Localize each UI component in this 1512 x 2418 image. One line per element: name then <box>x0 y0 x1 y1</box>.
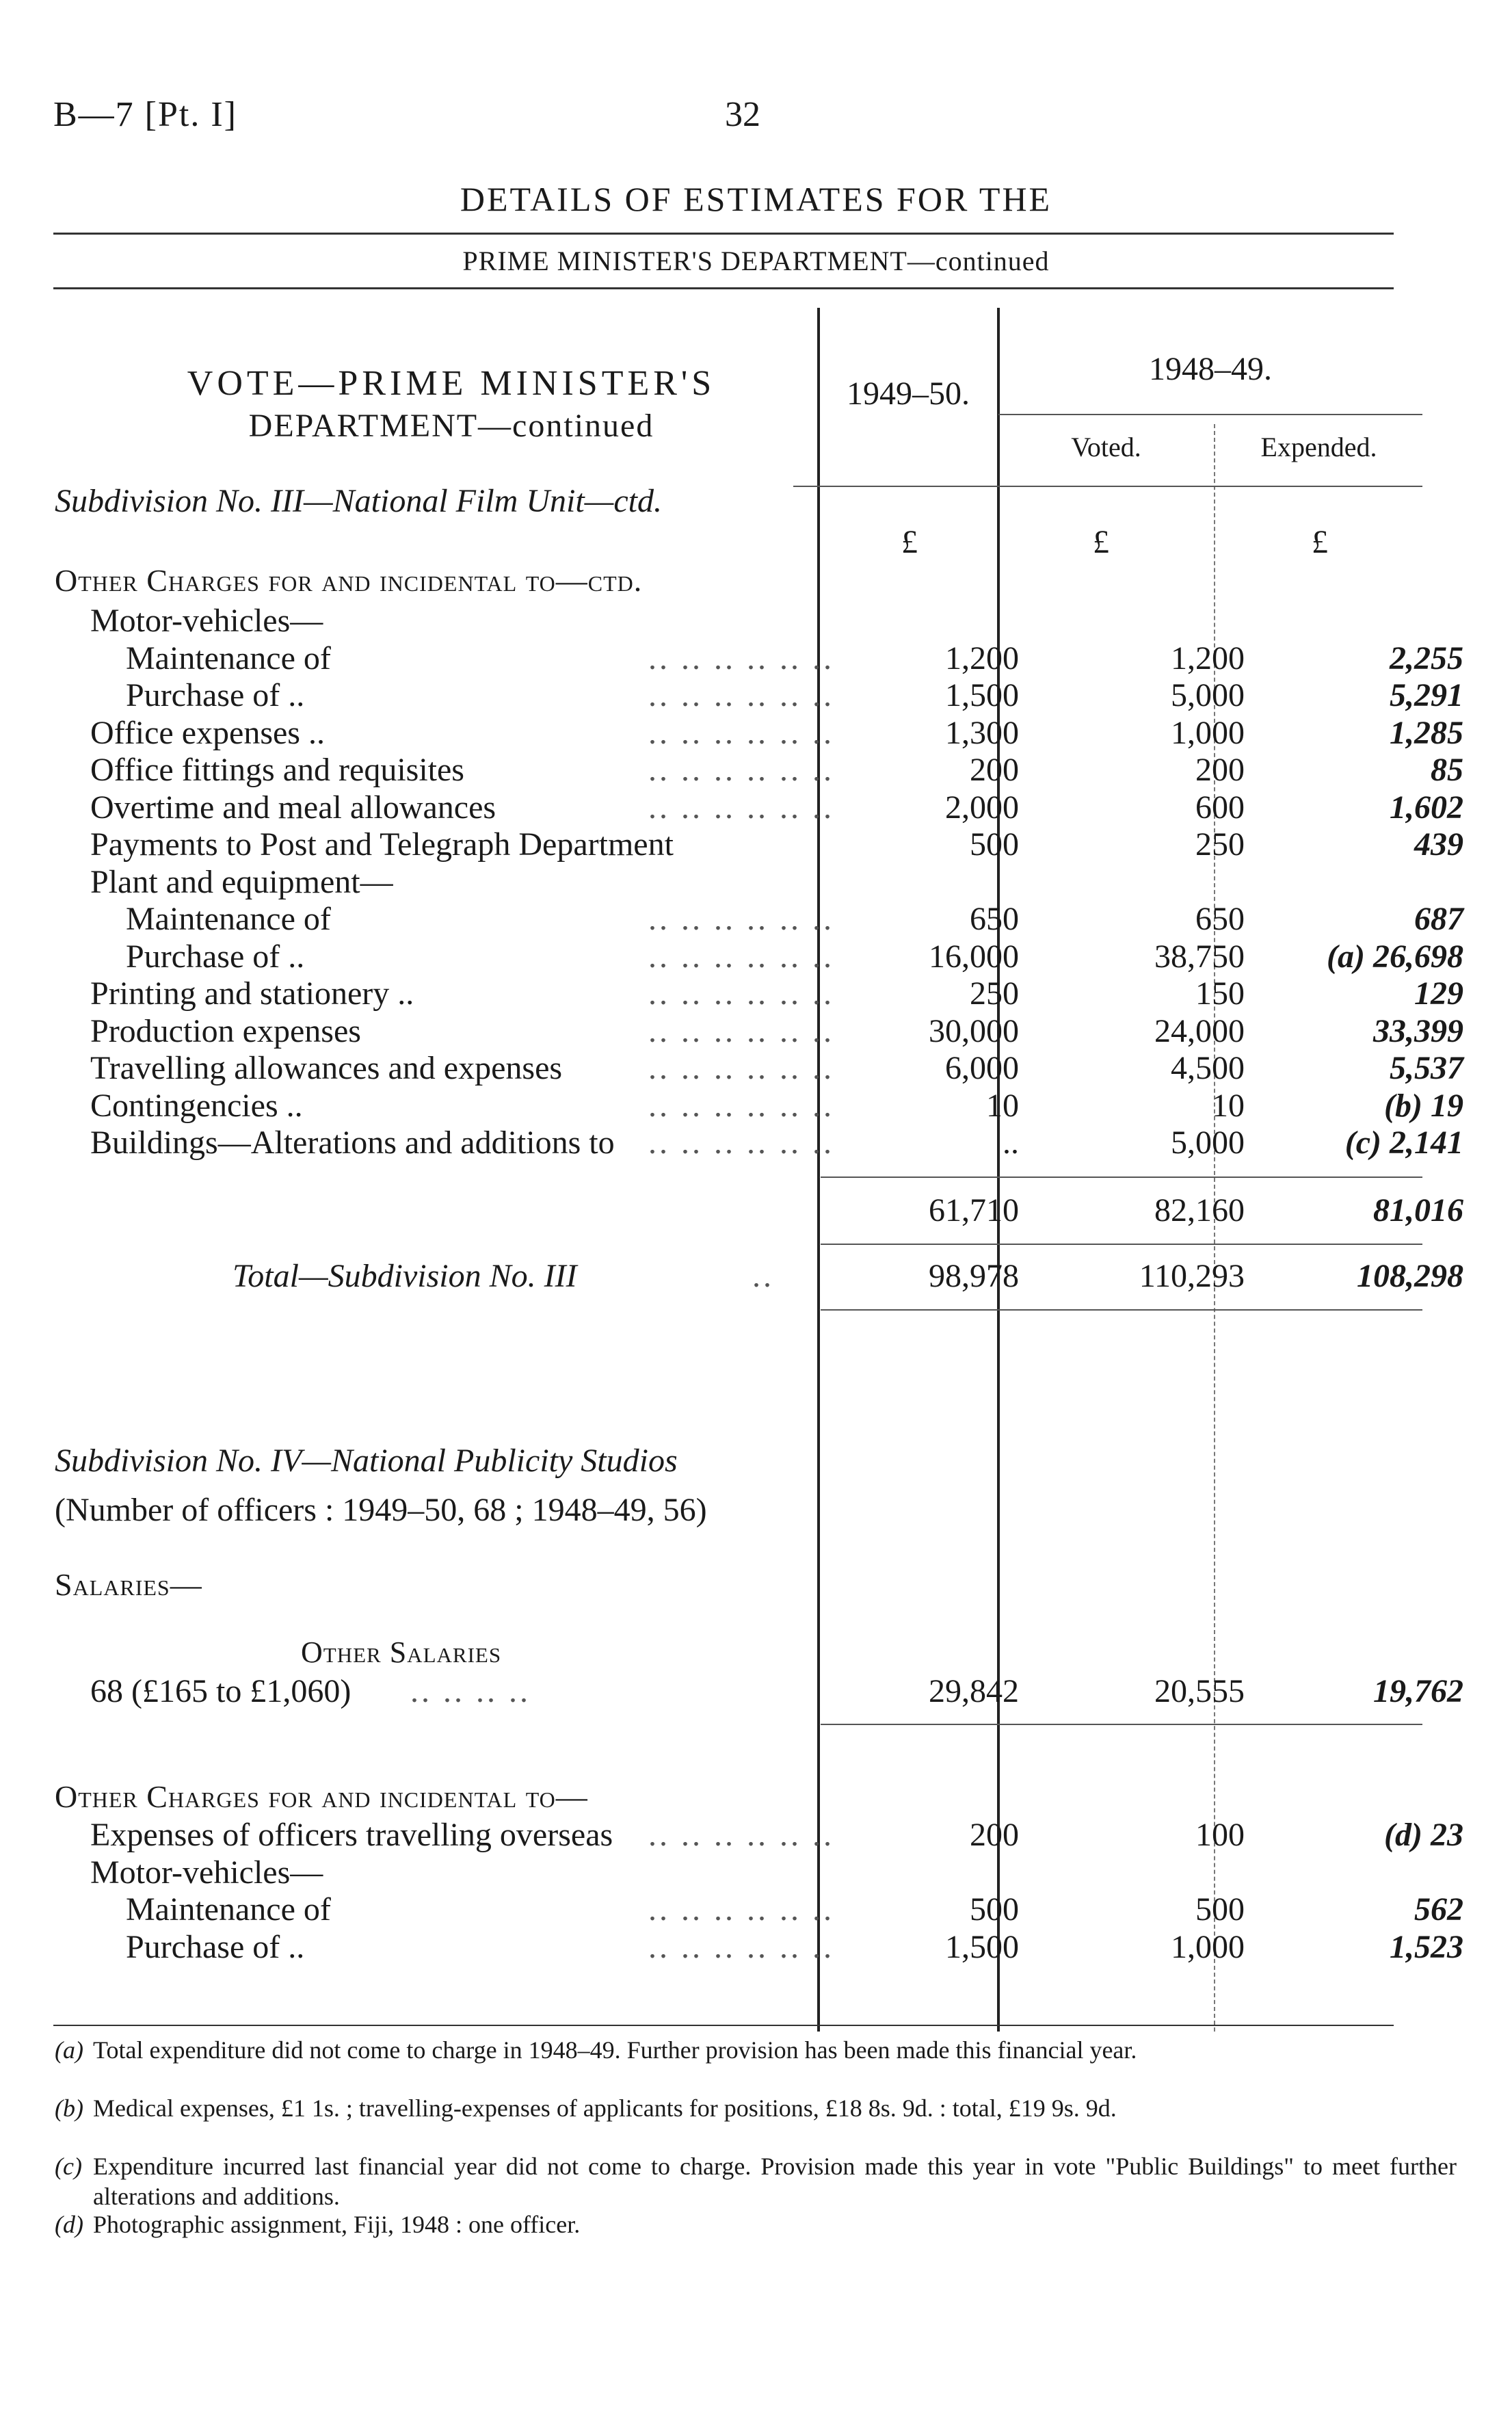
column-1948-49: 1948–49. <box>1149 351 1272 387</box>
title-rule <box>53 233 1394 235</box>
table-row <box>55 1891 1511 1928</box>
value-1949-50: 16,000 <box>929 938 1019 975</box>
value-voted: 500 <box>1195 1891 1245 1928</box>
row-label: Maintenance of <box>126 901 331 937</box>
value-1949-50: 1,300 <box>945 714 1019 751</box>
subdivision-4-heading: Subdivision No. IV—National Publicity Studios <box>55 1443 678 1479</box>
footnote-text: Medical expenses, £1 1s. ; travelling-expenses of applicants for positions, £18 8s. 9d. : total, £19 9s. 9d. <box>93 2094 1117 2122</box>
row-label: Maintenance of <box>126 640 331 676</box>
footnote-mark: (c) <box>55 2153 82 2180</box>
value-voted: 650 <box>1195 901 1245 937</box>
value-expended: 1,602 <box>1390 789 1463 826</box>
table-row <box>55 938 1511 975</box>
row-label: Office expenses .. <box>90 714 325 751</box>
row-label: Office fittings and requisites <box>90 752 464 788</box>
leader-dots: .. .. .. .. .. .. <box>648 901 834 937</box>
value-expended: 562 <box>1414 1891 1463 1928</box>
vote-heading <box>109 363 793 447</box>
year-header-rule <box>998 414 1422 415</box>
subtotal-voted: 82,160 <box>1154 1192 1245 1228</box>
row-label: Purchase of .. <box>126 1928 305 1965</box>
officers-count: (Number of officers : 1949–50, 68 ; 1948–49, 56) <box>55 1492 707 1528</box>
value-expended: 5,291 <box>1390 677 1463 713</box>
row-label: Purchase of .. <box>126 938 305 975</box>
value-1949-50: 250 <box>970 975 1019 1012</box>
value-1949-50: .. <box>1003 1125 1019 1161</box>
leader-dots: .. .. .. .. .. .. <box>648 938 834 975</box>
leader-dots: .. .. .. .. .. .. <box>648 1012 834 1049</box>
other-salaries-heading: Other Salaries <box>301 1635 502 1669</box>
footnote <box>55 2093 1457 2123</box>
page-number: 32 <box>725 95 760 134</box>
value-expended: 439 <box>1414 826 1463 863</box>
value-1949-50: 10 <box>986 1087 1019 1124</box>
leader-dots: .. .. .. .. .. .. <box>648 752 834 788</box>
page-subtitle: PRIME MINISTER'S DEPARTMENT—continued <box>462 246 1050 276</box>
value-voted: 5,000 <box>1171 677 1245 713</box>
footnote <box>55 2209 1457 2239</box>
subtotal-rule <box>821 1177 1422 1178</box>
leader-dots: .. .. .. .. .. .. <box>648 1928 834 1965</box>
row-label: Buildings—Alterations and additions to <box>90 1125 615 1161</box>
footnote <box>55 2035 1457 2065</box>
value-voted: 150 <box>1195 975 1245 1012</box>
row-label: Production expenses <box>90 1012 361 1049</box>
value-expended: (d) 23 <box>1384 1817 1463 1853</box>
footnote-text: Total expenditure did not come to charge in 1948–49. Further provision has been made this financial year. <box>93 2036 1137 2064</box>
row-label: Travelling allowances and expenses <box>90 1050 563 1086</box>
value-voted: 5,000 <box>1171 1125 1245 1161</box>
subdivision-3-heading: Subdivision No. III—National Film Unit—ctd. <box>55 483 662 519</box>
table-row <box>55 975 1511 1012</box>
currency-voted: £ <box>1093 524 1109 560</box>
leader-dots: .. .. .. .. <box>410 1673 531 1709</box>
table-row <box>55 1124 1511 1161</box>
leader-dots: .. .. .. .. .. .. <box>648 714 834 751</box>
other-charges-heading-4: Other Charges for and incidental to— <box>55 1779 588 1814</box>
subtitle-rule <box>53 287 1394 289</box>
page-title: DETAILS OF ESTIMATES FOR THE <box>460 180 1052 218</box>
row-label: Plant and equipment— <box>90 863 393 900</box>
column-expended: Expended. <box>1260 432 1377 462</box>
value-expended: (c) 2,141 <box>1344 1125 1463 1161</box>
footnote-text: Expenditure incurred last financial year did not come to charge. Provision made this year in vote "Public Buildings" to meet further alterations and additions. <box>93 2153 1457 2210</box>
table-row <box>55 789 1511 826</box>
value-1949-50: 500 <box>970 1891 1019 1928</box>
table-row <box>55 1087 1511 1124</box>
value-expended: 85 <box>1431 752 1463 788</box>
value-expended: 1,523 <box>1390 1928 1463 1965</box>
row-label: Motor-vehicles— <box>90 1854 323 1891</box>
total-1949-50: 98,978 <box>929 1258 1019 1294</box>
value-voted: 4,500 <box>1171 1050 1245 1086</box>
value-expended: 2,255 <box>1390 640 1463 676</box>
row-label: Printing and stationery .. <box>90 975 414 1012</box>
table-row <box>55 640 1511 676</box>
column-rule-voted <box>997 308 1000 2032</box>
column-header-rule <box>793 486 1422 487</box>
value-1949-50: 2,000 <box>945 789 1019 826</box>
footnote-rule <box>53 2025 1394 2026</box>
value-expended: 5,537 <box>1390 1050 1463 1086</box>
leader-dots: .. .. .. .. .. .. <box>648 1125 834 1161</box>
document-reference: B—7 [Pt. I] <box>53 95 237 134</box>
table-row <box>55 1049 1511 1086</box>
vote-line-1: VOTE—PRIME MINISTER'S <box>187 364 716 403</box>
value-voted: 100 <box>1195 1817 1245 1853</box>
salary-row <box>55 1672 1511 1709</box>
total-rule <box>821 1244 1422 1245</box>
currency-1949-50: £ <box>901 524 918 560</box>
row-label: Purchase of .. <box>126 677 305 713</box>
value-voted: 1,000 <box>1171 714 1245 751</box>
row-label: Expenses of officers travelling overseas <box>90 1817 613 1853</box>
row-label: Payments to Post and Telegraph Department <box>90 826 674 863</box>
value-1949-50: 6,000 <box>945 1050 1019 1086</box>
footnote-mark: (a) <box>55 2036 83 2064</box>
table-row <box>55 1816 1511 1853</box>
table-row <box>55 751 1511 788</box>
leader-dots: .. .. .. .. .. .. <box>648 1817 834 1853</box>
value-voted: 600 <box>1195 789 1245 826</box>
salary-1949-50: 29,842 <box>929 1673 1019 1709</box>
leader-dots: .. .. .. .. .. .. <box>648 1087 834 1124</box>
salary-label: 68 (£165 to £1,060) <box>90 1673 352 1709</box>
value-1949-50: 1,200 <box>945 640 1019 676</box>
row-label: Contingencies .. <box>90 1087 303 1124</box>
value-1949-50: 30,000 <box>929 1012 1019 1049</box>
footnote-mark: (d) <box>55 2211 83 2238</box>
column-1949-50: 1949–50. <box>847 376 970 412</box>
column-voted: Voted. <box>1071 432 1141 462</box>
leader-dots: .. .. .. .. .. .. <box>648 677 834 713</box>
value-voted: 200 <box>1195 752 1245 788</box>
value-expended: 33,399 <box>1373 1012 1463 1049</box>
value-expended: 129 <box>1414 975 1463 1012</box>
footnote-mark: (b) <box>55 2094 83 2122</box>
table-row <box>55 863 1511 900</box>
table-row <box>55 676 1511 713</box>
row-label: Overtime and meal allowances <box>90 789 496 826</box>
total-voted: 110,293 <box>1139 1258 1245 1294</box>
value-1949-50: 500 <box>970 826 1019 863</box>
salary-rule <box>821 1724 1422 1725</box>
total-expended: 108,298 <box>1357 1258 1463 1294</box>
leader-dots: .. .. .. .. .. .. <box>648 975 834 1012</box>
salary-voted: 20,555 <box>1154 1673 1245 1709</box>
value-voted: 1,200 <box>1171 640 1245 676</box>
value-voted: 38,750 <box>1154 938 1245 975</box>
value-expended: (a) 26,698 <box>1327 938 1463 975</box>
column-rule-1949 <box>817 308 820 2032</box>
leader-dots: .. .. .. .. .. .. <box>648 789 834 826</box>
table-row <box>55 1928 1511 1965</box>
value-1949-50: 1,500 <box>945 677 1019 713</box>
value-expended: 1,285 <box>1390 714 1463 751</box>
subtotal-row <box>55 1192 1511 1228</box>
leader-dots: .. .. .. .. .. .. <box>648 640 834 676</box>
value-voted: 250 <box>1195 826 1245 863</box>
currency-expended: £ <box>1312 524 1328 560</box>
row-label: Maintenance of <box>126 1891 331 1928</box>
value-1949-50: 200 <box>970 752 1019 788</box>
subtotal-expended: 81,016 <box>1373 1192 1463 1228</box>
subtotal-1949-50: 61,710 <box>929 1192 1019 1228</box>
leader-dots: .. <box>752 1258 774 1294</box>
footnote <box>55 2151 1457 2211</box>
vote-line-2: DEPARTMENT—continued <box>248 408 654 444</box>
value-voted: 10 <box>1212 1087 1245 1124</box>
leader-dots: .. .. .. .. .. .. <box>648 1050 834 1086</box>
total-bottom-rule <box>821 1309 1422 1311</box>
total-row <box>55 1257 1511 1294</box>
salaries-heading: Salaries— <box>55 1567 202 1602</box>
value-1949-50: 200 <box>970 1817 1019 1853</box>
table-row <box>55 602 1511 639</box>
value-voted: 1,000 <box>1171 1928 1245 1965</box>
value-expended: 687 <box>1414 901 1463 937</box>
table-row <box>55 900 1511 937</box>
table-row <box>55 826 1511 863</box>
other-charges-heading-3: Other Charges for and incidental to—ctd. <box>55 563 643 598</box>
footnote-text: Photographic assignment, Fiji, 1948 : one officer. <box>93 2211 581 2238</box>
value-1949-50: 1,500 <box>945 1928 1019 1965</box>
row-label: Motor-vehicles— <box>90 603 323 639</box>
value-1949-50: 650 <box>970 901 1019 937</box>
table-row <box>55 1012 1511 1049</box>
salary-expended: 19,762 <box>1373 1673 1463 1709</box>
table-row <box>55 714 1511 751</box>
total-label: Total—Subdivision No. III <box>233 1258 577 1294</box>
table-row <box>55 1854 1511 1891</box>
leader-dots: .. .. .. .. .. .. <box>648 1891 834 1928</box>
value-expended: (b) 19 <box>1384 1087 1463 1124</box>
value-voted: 24,000 <box>1154 1012 1245 1049</box>
